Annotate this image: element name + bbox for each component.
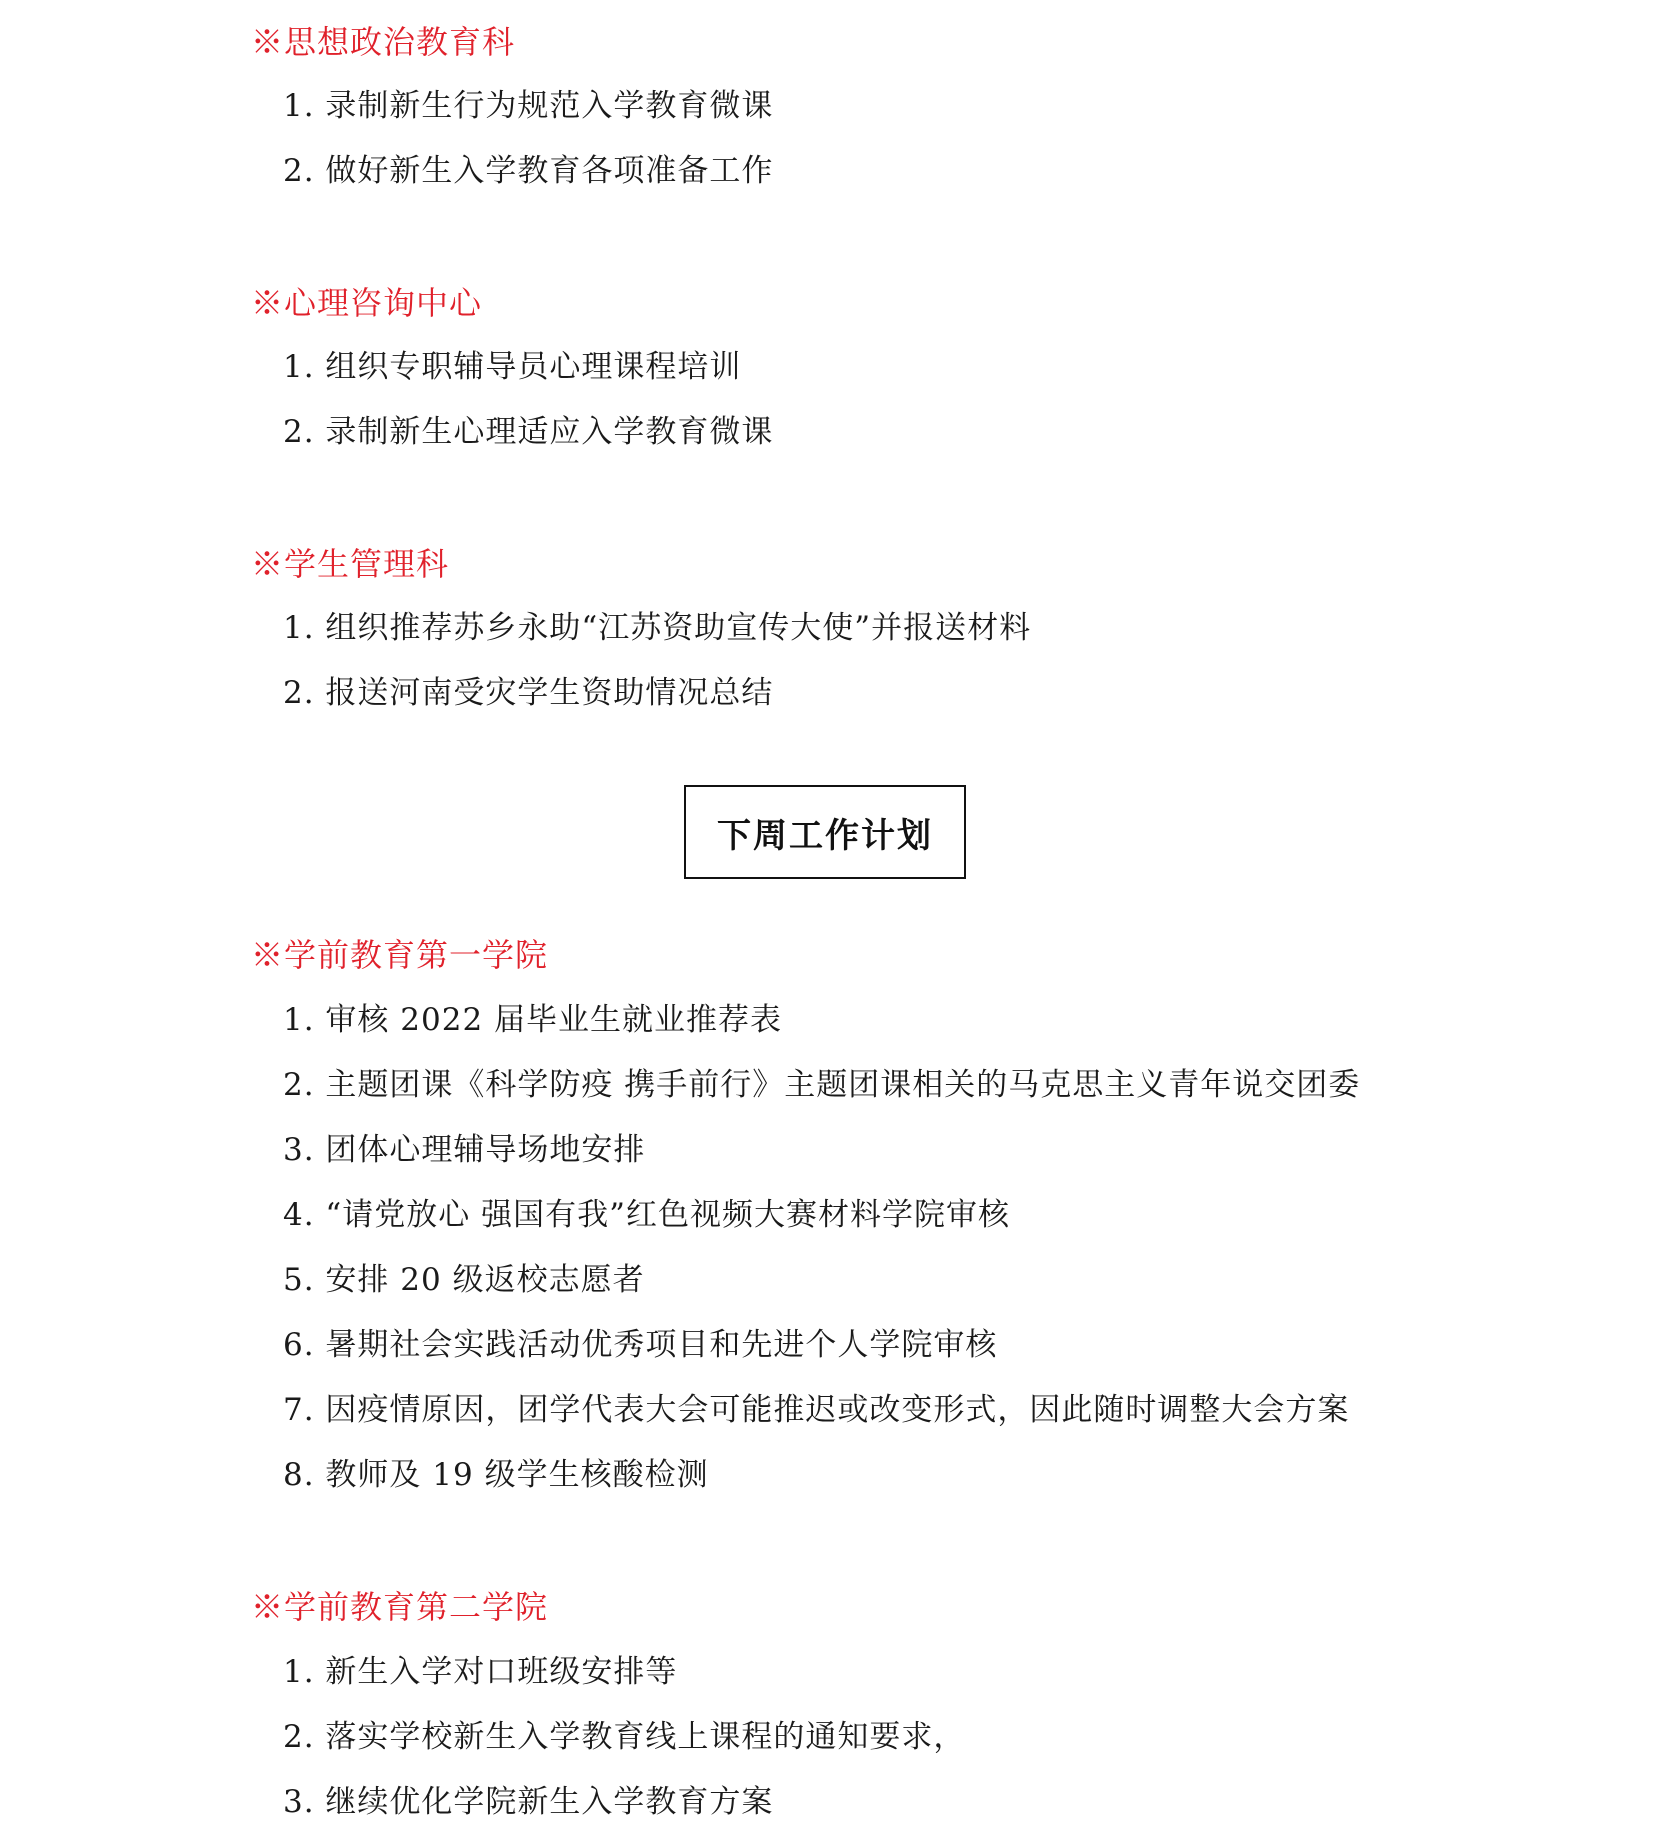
list-item: 4. “请党放心 强国有我”红色视频大赛材料学院审核	[283, 1197, 1010, 1233]
next-week-plan-box	[684, 785, 966, 879]
list-item: 7. 因疫情原因，团学代表大会可能推迟或改变形式，因此随时调整大会方案	[283, 1392, 1350, 1428]
next-week-plan-title: 下周工作计划	[717, 815, 933, 856]
list-item: 1. 组织推荐苏乡永助“江苏资助宣传大使”并报送材料	[283, 610, 1032, 646]
list-item: 3. 继续优化学院新生入学教育方案	[283, 1784, 774, 1820]
list-item: 2. 做好新生入学教育各项准备工作	[283, 153, 774, 189]
section-heading-preschool-college-one: ※学前教育第一学院	[251, 936, 549, 974]
list-item: 2. 落实学校新生入学教育线上课程的通知要求，	[283, 1719, 966, 1755]
list-item: 8. 教师及 19 级学生核酸检测	[283, 1457, 709, 1493]
section-heading-psychological-counseling: ※心理咨询中心	[251, 284, 483, 322]
section-heading-ideological-education: ※思想政治教育科	[251, 23, 516, 61]
list-item: 2. 录制新生心理适应入学教育微课	[283, 414, 774, 450]
list-item: 2. 主题团课《科学防疫 携手前行》主题团课相关的马克思主义青年说交团委	[283, 1067, 1361, 1103]
list-item: 1. 审核 2022 届毕业生就业推荐表	[283, 1002, 783, 1038]
list-item: 1. 组织专职辅导员心理课程培训	[283, 349, 742, 385]
list-item: 1. 录制新生行为规范入学教育微课	[283, 88, 774, 124]
list-item: 6. 暑期社会实践活动优秀项目和先进个人学院审核	[283, 1327, 998, 1363]
list-item: 2. 报送河南受灾学生资助情况总结	[283, 675, 774, 711]
section-heading-student-management: ※学生管理科	[251, 545, 450, 583]
list-item: 5. 安排 20 级返校志愿者	[283, 1262, 645, 1298]
section-heading-preschool-college-two: ※学前教育第二学院	[251, 1588, 549, 1626]
list-item: 1. 新生入学对口班级安排等	[283, 1654, 678, 1690]
list-item: 3. 团体心理辅导场地安排	[283, 1132, 646, 1168]
